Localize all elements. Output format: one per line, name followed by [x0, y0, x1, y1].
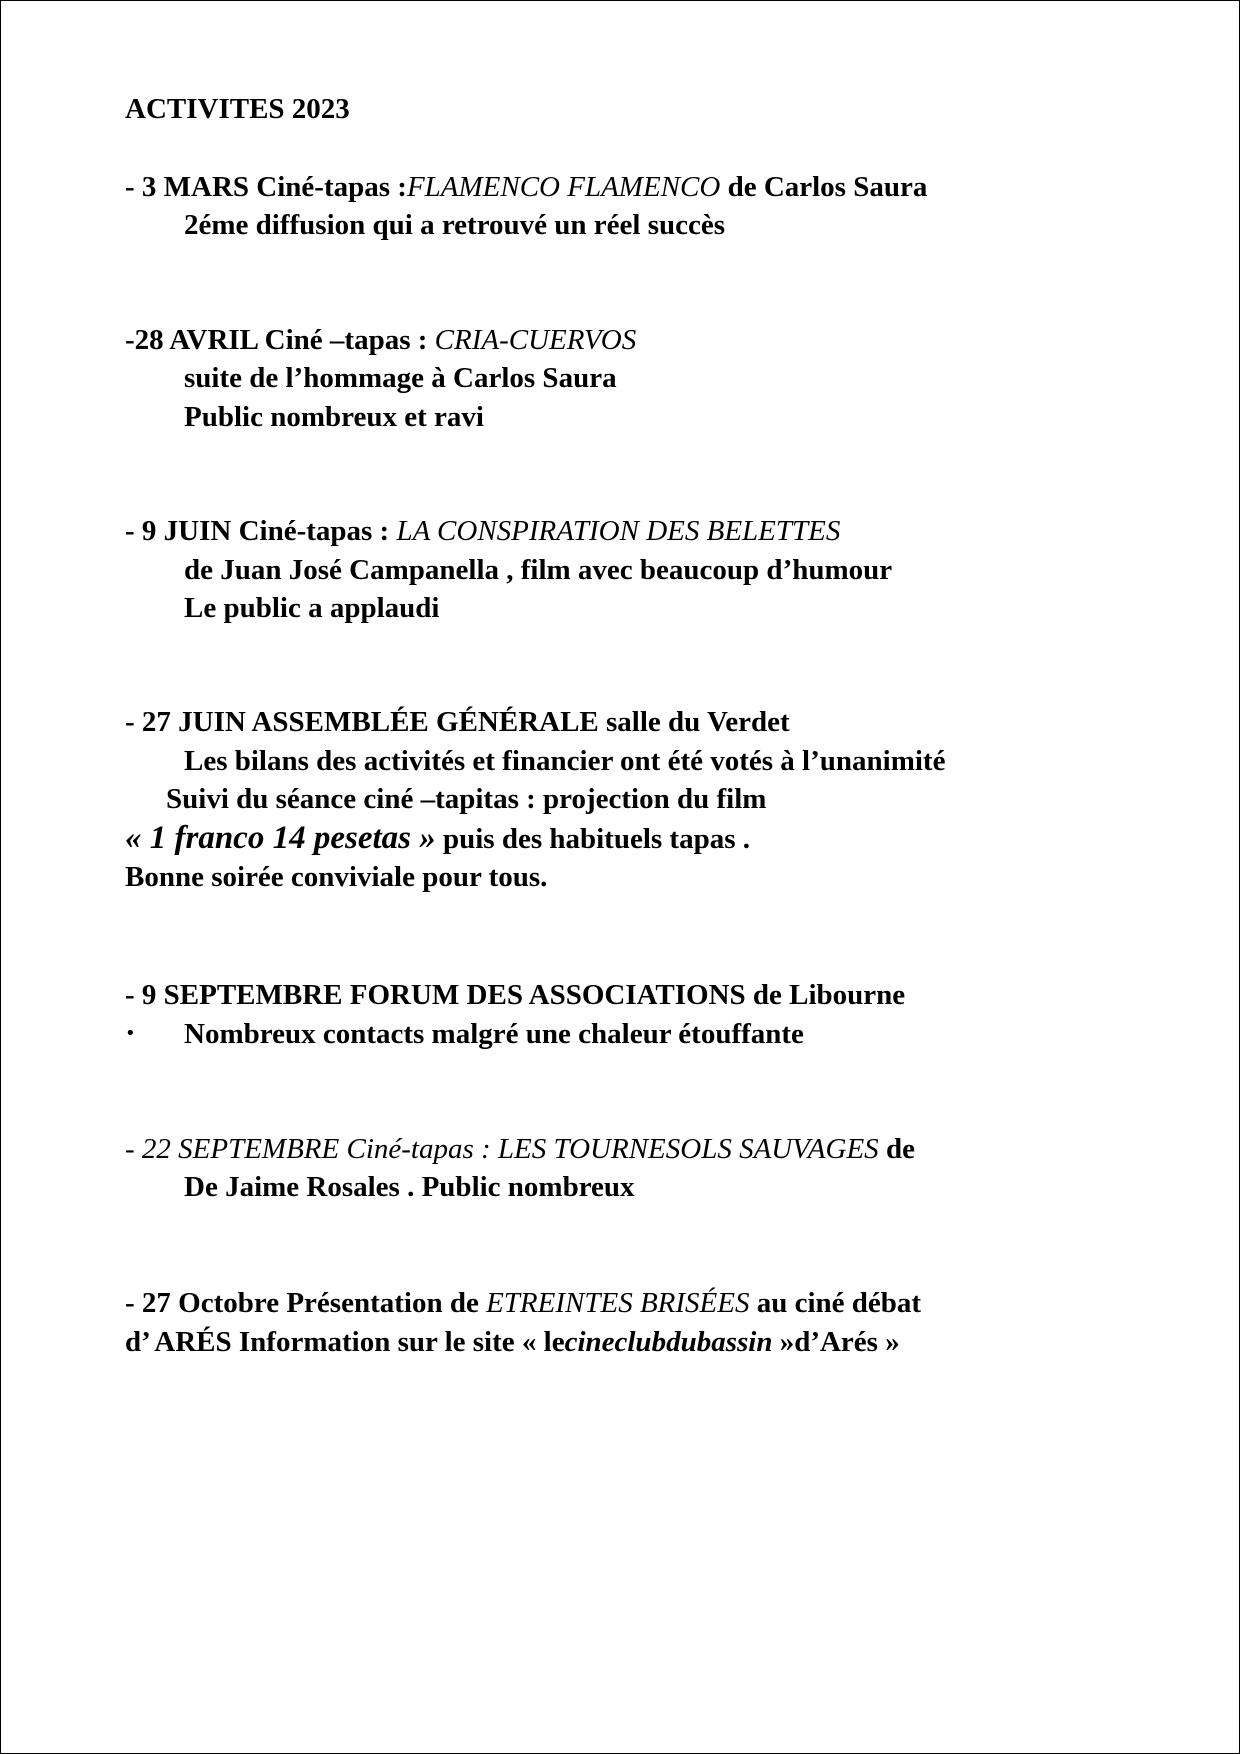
entry-octobre-film: ETREINTES BRISÉES — [486, 1287, 750, 1319]
entry-octobre-line2 — [125, 1324, 900, 1360]
bullet-icon: • — [125, 1023, 136, 1044]
entry-octobre-line2-a: d’ ARÉS Information sur le site « le — [125, 1326, 565, 1358]
entry-juin27-line4 — [125, 820, 750, 857]
entry-sept22-suffix: de — [878, 1133, 915, 1165]
entry-avril-line1 — [125, 322, 636, 358]
entry-mars-film: FLAMENCO FLAMENCO — [406, 171, 721, 203]
entry-avril-line3: Public nombreux et ravi — [184, 401, 484, 433]
entry-juin27-line5: Bonne soirée conviviale pour tous. — [125, 861, 548, 893]
entry-juin27-line3: Suivi du séance ciné –tapitas : projection du film — [166, 783, 767, 815]
page-title: ACTIVITES 2023 — [125, 93, 350, 125]
entry-juin27-line2: Les bilans des activités et financier ont été votés à l’unanimité — [184, 745, 946, 777]
entry-avril-line2: suite de l’hommage à Carlos Saura — [184, 362, 617, 394]
entry-octobre-line1 — [125, 1285, 921, 1321]
entry-juin9-line2: de Juan José Campanella , film avec beaucoup d’humour — [184, 554, 893, 586]
entry-juin27-film: « 1 franco 14 pesetas » — [125, 820, 436, 856]
entry-mars-line2: 2éme diffusion qui a retrouvé un réel succès — [184, 209, 726, 241]
entry-avril-prefix: -28 AVRIL Ciné –tapas : — [125, 324, 435, 356]
entry-mars-line1 — [125, 169, 927, 205]
entry-octobre-suffix: au ciné débat — [749, 1287, 922, 1319]
entry-juin9-prefix: - 9 JUIN Ciné-tapas : — [125, 515, 397, 547]
entry-sept22-line1 — [125, 1131, 915, 1167]
entry-sept9-line2: Nombreux contacts malgré une chaleur étouffante — [184, 1018, 804, 1050]
entry-avril-film: CRIA-CUERVOS — [434, 324, 637, 356]
entry-octobre-line2-b: »d’Arés » — [772, 1326, 900, 1358]
entry-sept22-italic: - 22 SEPTEMBRE Ciné-tapas : LES TOURNESOLS SAUVAGES — [125, 1133, 879, 1165]
entry-sept9-line1: - 9 SEPTEMBRE FORUM DES ASSOCIATIONS de Libourne — [125, 979, 906, 1011]
entry-octobre-prefix: - 27 Octobre Présentation de — [125, 1287, 487, 1319]
entry-mars-prefix: - 3 MARS Ciné-tapas : — [125, 171, 407, 203]
entry-juin27-line1: - 27 JUIN ASSEMBLÉE GÉNÉRALE salle du Verdet — [125, 706, 790, 738]
entry-juin9-film: LA CONSPIRATION DES BELETTES — [396, 515, 841, 547]
entry-sept22-line2: De Jaime Rosales . Public nombreux — [184, 1171, 635, 1203]
entry-octobre-site: cineclubdubassin — [564, 1326, 773, 1358]
entry-mars-suffix: de Carlos Saura — [720, 171, 928, 203]
entry-juin9-line3: Le public a applaudi — [184, 592, 440, 624]
entry-juin9-line1 — [125, 513, 840, 549]
entry-juin27-line4-suffix: puis des habituels tapas . — [435, 823, 751, 855]
